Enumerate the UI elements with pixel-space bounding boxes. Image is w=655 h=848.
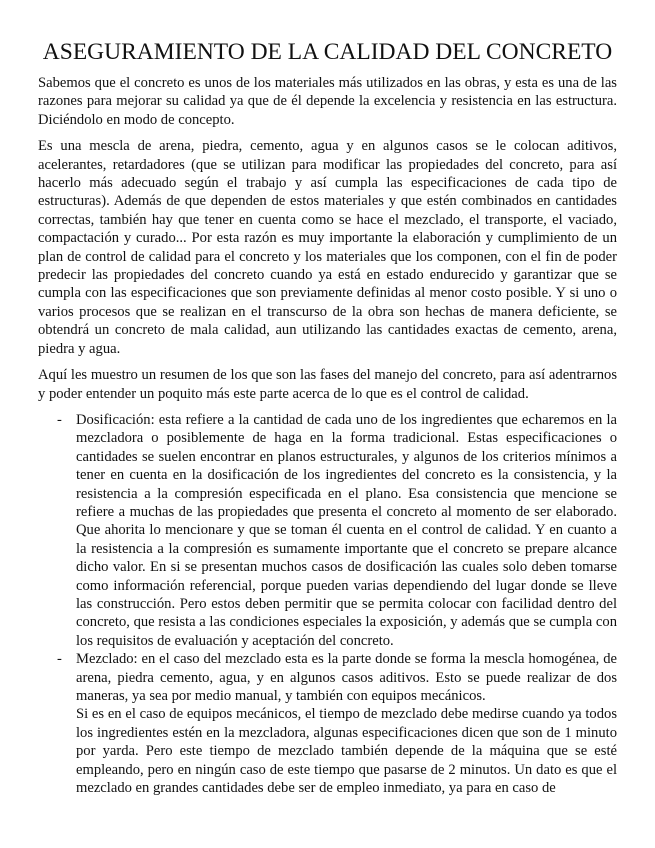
document-title: ASEGURAMIENTO DE LA CALIDAD DEL CONCRETO [42,39,613,65]
document-page [38,38,617,797]
summary-paragraph: Aquí les muestro un resumen de los que son las fases del manejo del concreto, para así adentrarnos y poder entender un poquito más este parte acerca de lo que es el control de calidad. [38,367,617,402]
bullet-dash: - [57,411,62,428]
definition-paragraph: Es una mescla de arena, piedra, cemento, agua y en algunos casos se le colocan aditivos, acelerantes, retardadores (que se utilizan para modificar las propiedades del concreto, para así hacerlo más adecuado según el trabajo y así cumpla las especificaciones de cada tipo de estructuras). Además de que dependen de estos materiales y que estén combinados en cantidades correctas, también hay que tener en cuenta como se hace el mezclado, el transporte, el vaciado, compactación y curado... Por esta razón es muy importante la elaboración y cumplimiento de un plan de control de calidad para el concreto y los materiales que los componen, con el fin de poder predecir las propiedades del concreto cuando ya está en estado endurecido y garantizar que se cumpla con las especificaciones que son previamente definidas al menor costo posible. Y si uno o varios procesos que se realizan en el transcurso de la obra son hechas de manera deficiente, se obtendrá un concreto de mala calidad, aun utilizando las cantidades exactas de cemento, arena, piedra y agua. [38,138,617,357]
intro-paragraph: Sabemos que el concreto es unos de los materiales más utilizados en las obras, y esta es una de las razones para mejorar su calidad ya que de él depende la excelencia y resistencia en las estructura. Diciéndolo en modo de concepto. [38,75,617,128]
list-item-text: Mezclado: en el caso del mezclado esta es la parte donde se forma la mescla homogénea, de arena, piedra cemento, agua, y en algunos casos aditivos. Esto se puede realizar de dos maneras, ya sea por medio manual, y también con equipos mecánicos. [76,651,617,704]
bullet-dash: - [57,651,62,668]
phases-list [38,411,617,798]
list-item-dosificacion [38,411,617,650]
list-item-continuation: Si es en el caso de equipos mecánicos, el tiempo de mezclado debe medirse cuando ya todos los ingredientes estén en la mezcladora, algunas especificaciones dicen que son de 1 minuto por yarda. Pero este tiempo de mezclado también depende de la máquina que se esté empleando, pero en ningún caso de este tiempo que pasarse de 2 minutos. Un dato es que el mezclado en grandes cantidades debe ser de empleo inmediato, ya para en caso de [76,706,617,797]
list-item-mezclado [38,650,617,797]
list-item-text: Dosificación: esta refiere a la cantidad de cada uno de los ingredientes que echaremos en la mezcladora o posiblemente de haga en la forma tradicional. Estas especificaciones o cantidades se suelen encontrar en planos estructurales, y algunos de los criterios mínimos a tener en cuenta en la dosificación de los ingredientes del concreto es la consistencia, y la resistencia a la compresión especificada en el plano. Esa consistencia que mencione se refiere a muchas de las propiedades que presenta el concreto al momento de ser elaborado. Que ahorita lo mencionare y que se toman él cuenta en el control de calidad. Y en cuanto a la resistencia a la compresión es sumamente importante que el concreto se prepare alcance dicho valor. En si se presentan muchos casos de dosificación las cuales solo deben tomarse como información referencial, porque pueden varias dependiendo del lugar donde se lleve las construcción. Pero estos deben permitir que se permita colocar con facilidad dentro del concreto, que resista a las condiciones especiales la exposición, y además que se cumpla con los requisitos de evaluación y aceptación del concreto. [76,411,617,649]
